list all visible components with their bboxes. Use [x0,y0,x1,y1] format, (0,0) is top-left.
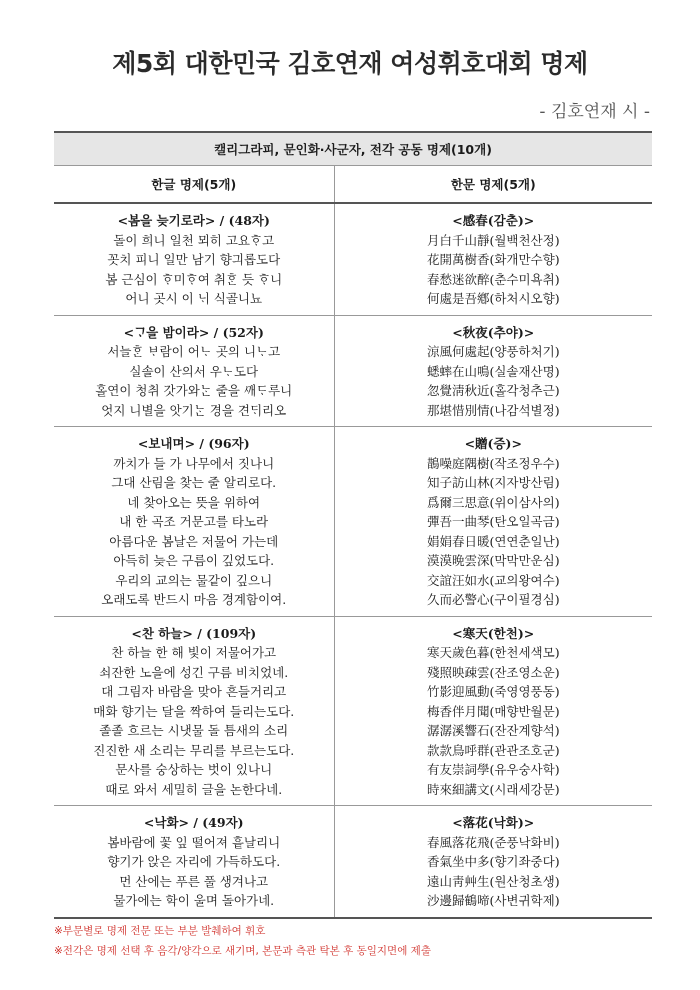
poem-line: 아득히 늦은 구름이 깊었도다. [113,553,275,568]
poem-line: 실솔이 산의서 우ᄂᆞ도다 [129,363,259,379]
poem-line: 香氣坐中多(향기좌중다) [426,854,560,869]
poem-title: <보내며> / (96자) [137,436,250,451]
poem-title: <贈(증)> [464,436,522,451]
poem-line: 내 한 곡조 거문고를 타노라 [119,514,269,529]
note-item: ※부문별로 명제 전문 또는 부분 발췌하여 휘호 [54,925,266,937]
poem-line: 물가에는 학이 울며 돌아가네. [113,893,275,908]
korean-poem-cell [54,203,334,315]
poem-line: 沙邊歸鶴啼(사변귀학제) [426,893,560,908]
note-item: ※전각은 명제 선택 후 음각/양각으로 새기며, 본문과 측관 탁본 후 동일지면에 제출 [54,945,431,957]
poem-line: 매화 향기는 달을 짝하여 들리는도다. [93,703,295,719]
table-row [54,806,652,918]
poem-line: 蟋蟀在山鳴(실솔재산명) [426,363,560,379]
poem-line: 엇지 니별을 앗기ᄂᆞᆫ 경을 견ᄃᆡ리오 [101,402,287,418]
poem-title: <秋夜(추야)> [452,324,535,340]
poem-line: 彈吾一曲琴(탄오일곡금) [426,514,560,529]
poem-line: 졸졸 흐르는 시냇물 돌 틈새의 소리 [99,723,289,738]
poem-line: 찬 하늘 한 해 빛이 저물어가고 [111,645,277,660]
poem-line: 時來細講文(시래세강문) [426,781,560,797]
korean-poem-cell [54,427,334,617]
poem-line: 有友崇詞學(유우숭사학) [426,762,560,777]
poem-line: 久而必警心(구이필경심) [426,592,560,607]
poem-line: 知子訪山林(지자방산림) [426,475,560,490]
poem-title: <낙화> / (49자) [143,815,244,830]
poem-line: 아름다운 봄날은 저물어 가는데 [109,533,279,549]
poem-line: 어니 곳시 이 ᄂᆡ 식골니뇨 [125,291,263,306]
poem-line: 먼 산에는 푸른 풀 생겨나고 [119,873,269,889]
poem-line: 梅香伴月聞(매향반월문) [426,703,560,719]
table-row [54,427,652,617]
table-row [54,616,652,806]
hanmun-poem-cell [334,806,652,918]
poem-line: 寒天歲色暮(한천세색모) [426,645,560,660]
table-row [54,315,652,427]
poem-line: 향기가 앉은 자리에 가득하도다. [107,854,281,869]
poem-line: 꼿치 피니 일만 남기 향긔롭도다 [107,252,281,267]
page-title: 제5회 대한민국 김호연재 여성휘호대회 명제 [112,49,588,78]
poem-line: 月白千山靜(월백천산정) [426,232,560,248]
poem-line: 那堪惜別情(나감석별정) [426,402,560,418]
poem-line: 花開萬樹香(화개만수향) [426,252,560,267]
poem-line: 돌이 희니 일천 뫼히 고요ᄒᆞ고 [113,232,275,248]
table-body [54,203,652,918]
themes-table [54,131,652,919]
poem-line: 봄바람에 꽃 잎 떨어져 흩날리니 [107,834,281,850]
poem-line: 爲爾三思意(위이삼사의) [426,494,560,510]
column-header-hanmun: 한문 명제(5개) [334,166,652,204]
poem-line: 까치가 들 가 나무에서 짓나니 [113,455,275,471]
poem-line: 潺潺溪響石(잔잔계향석) [426,723,560,738]
hanmun-poem-cell [334,616,652,806]
notes [54,921,674,961]
poem-line: 何處是吾鄕(하처시오향) [426,291,560,306]
poem-title: <찬 하늘> / (109자) [131,625,257,641]
poem-title: <感春(감춘)> [452,213,535,228]
korean-poem-cell [54,616,334,806]
hanmun-poem-cell [334,203,652,315]
poem-title: <落花(낙화)> [452,815,535,830]
poem-line: 漠漠晩雲深(막막만운심) [426,553,560,568]
poem-title: <봄을 늦기로라> / (48자) [117,213,270,228]
korean-poem-cell [54,806,334,918]
poem-line: 홀연이 청취 갓가와ᄂᆞᆫ 줄을 ᄭᅢᄃᆞ루니 [95,383,293,398]
poem-line: 그대 산림을 찾는 줄 알리로다. [111,475,277,490]
poem-line: 忽覺淸秋近(홀각청추근) [426,383,560,398]
poem-title: <寒天(한천)> [452,625,535,641]
poem-line: 春愁迷欲醉(춘수미욕취) [426,271,560,287]
poem-line: 우리의 교의는 물같이 깊으니 [115,572,273,588]
poem-line: 款款鳥呼群(관관조호군) [426,742,560,758]
poem-line: 交誼汪如水(교의왕여수) [426,572,560,588]
table-banner: 캘리그라피, 문인화·사군자, 전각 공동 명제(10개) [54,132,652,166]
poem-line: 遠山靑艸生(원산청초생) [426,873,560,889]
poem-line: 봄 근심이 ᄒᆞ미ᄒᆞ여 취ᄒᆞᆫ 듯 ᄒᆞ니 [105,271,283,287]
korean-poem-cell [54,315,334,427]
poem-line: 鵲噪庭隅樹(작조정우수) [426,455,560,471]
page-subtitle: - 김호연재 시 - [539,102,650,122]
poem-line: 竹影迎風動(죽영영풍동) [426,684,560,699]
poem-line: 대 그림자 바람을 맞아 흔들거리고 [101,684,287,699]
poem-line: 春風落花飛(준풍낙화비) [426,834,560,850]
poem-line: 쇠잔한 노을에 성긴 구름 비치었네. [99,664,289,680]
poem-line: 문사를 숭상하는 벗이 있나니 [115,762,273,777]
hanmun-poem-cell [334,427,652,617]
poem-title: <ᄀᆞ을 밤이라> / (52자) [123,324,264,340]
column-header-korean: 한글 명제(5개) [54,166,334,204]
poem-line: 娟娟春日暖(연연춘일난) [426,533,560,549]
poem-line: 때로 와서 세밀히 글을 논한다네. [105,781,283,797]
poem-line: 서늘ᄒᆞᆫ ᄇᆞ람이 어ᄂᆞ 곳의 니ᄂᆞ고 [107,344,281,359]
poem-line: 殘照映疎雲(잔조영소운) [426,664,560,680]
hanmun-poem-cell [334,315,652,427]
table-row [54,203,652,315]
poem-line: 네 찾아오는 뜻을 위하여 [127,494,261,510]
poem-line: 진진한 새 소리는 무리를 부르는도다. [93,742,295,758]
poem-line: 涼風何處起(양풍하처기) [426,344,560,359]
poem-line: 오래도록 반드시 마음 경계함이여. [101,592,287,607]
